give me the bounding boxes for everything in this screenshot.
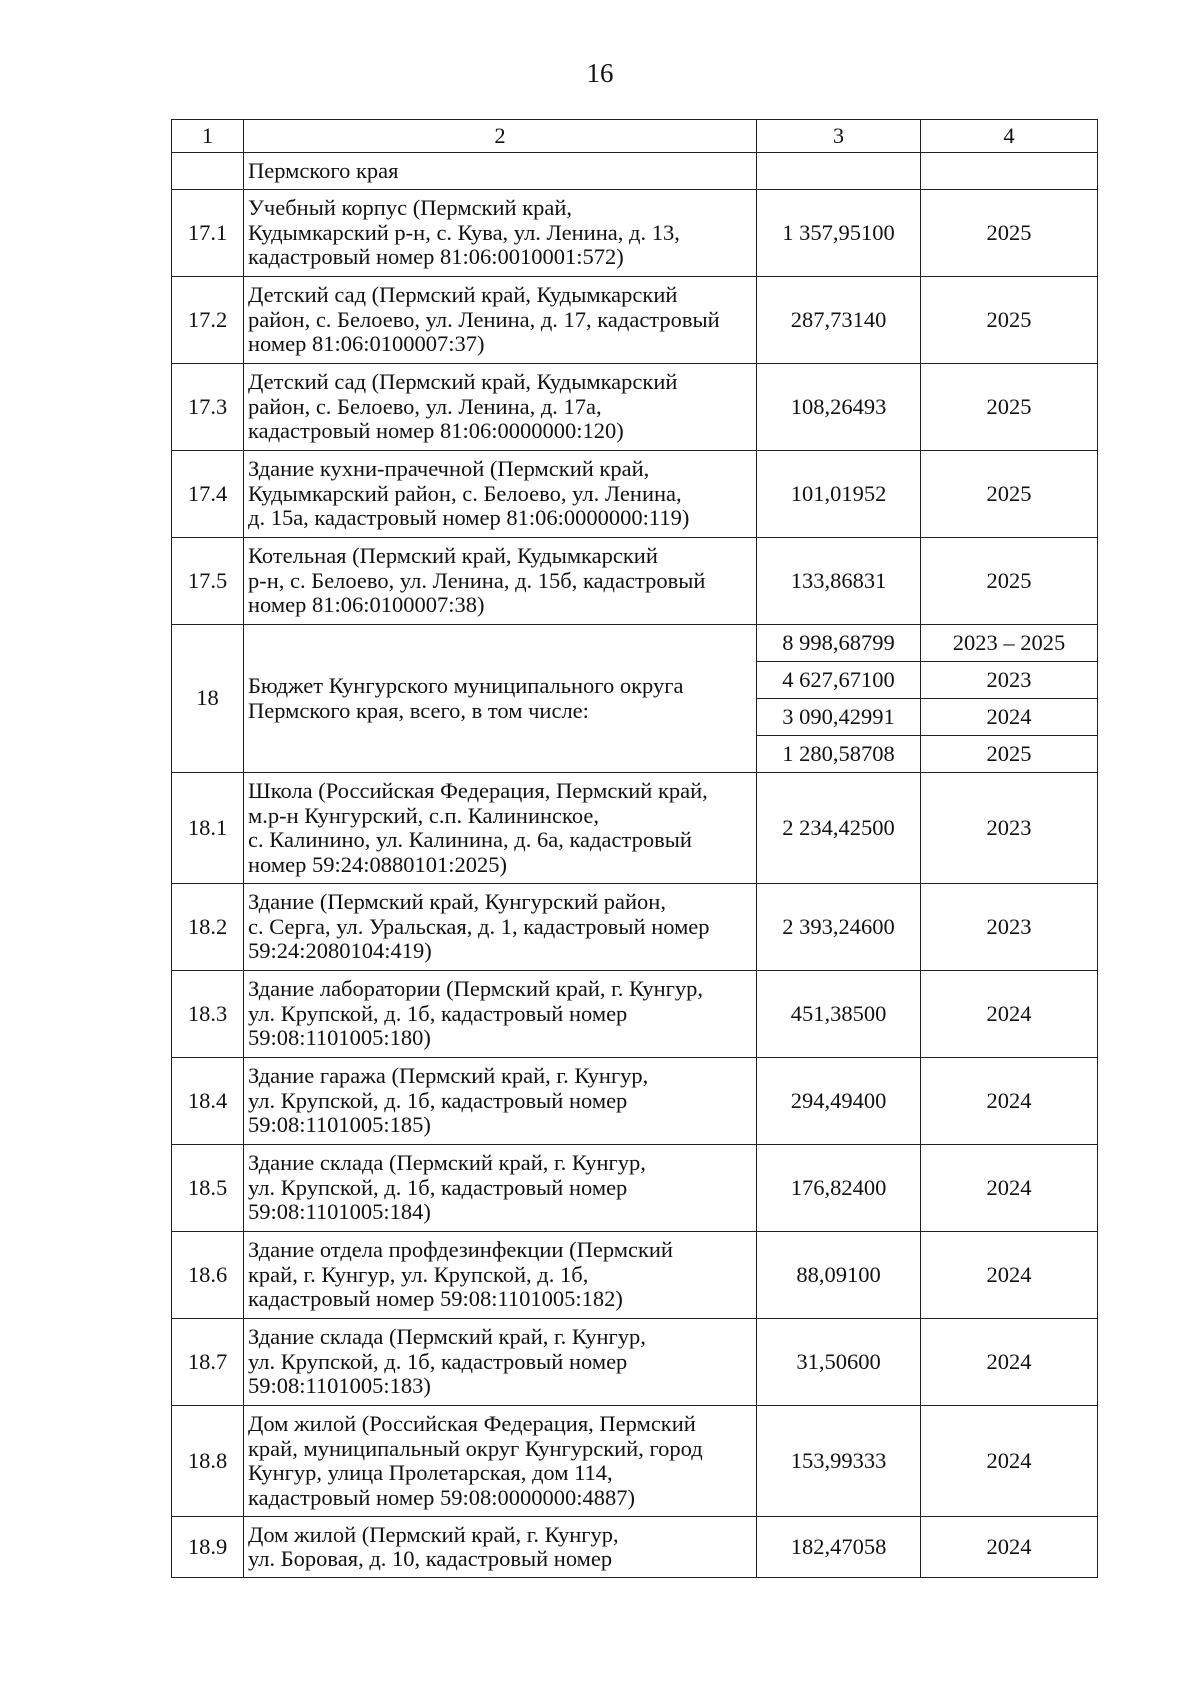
row-amount: 88,09100 — [757, 1232, 921, 1319]
row-year: 2024 — [921, 971, 1098, 1058]
row-year: 2023 — [921, 773, 1098, 884]
description-line: 59:08:1101005:184) — [248, 1199, 431, 1225]
description-line: Школа (Российская Федерация, Пермский край, — [248, 778, 708, 803]
row-number: 17.1 — [172, 190, 244, 277]
description-line: Бюджет Кунгурского муниципального округа — [248, 673, 684, 698]
description-line: район, с. Белоево, ул. Ленина, д. 17а, — [248, 393, 602, 419]
description-line: д. 15а, кадастровый номер 81:06:0000000:119) — [248, 505, 690, 531]
row-description — [244, 1232, 757, 1319]
description-line: Кудымкарский район, с. Белоево, ул. Ленина, — [248, 480, 682, 506]
property-table — [171, 119, 1098, 1578]
row-amount: 176,82400 — [757, 1145, 921, 1232]
description-line: м.р-н Кунгурский, с.п. Калининское, — [248, 802, 599, 828]
row-description — [244, 1145, 757, 1232]
row-description — [244, 971, 757, 1058]
row-number: 18.4 — [172, 1058, 244, 1145]
description-line: р-н, с. Белоево, ул. Ленина, д. 15б, кадастровый — [248, 567, 706, 593]
table-row — [172, 1517, 1098, 1578]
table-row — [172, 1145, 1098, 1232]
row-year: 2025 — [921, 451, 1098, 538]
row-number: 18.8 — [172, 1406, 244, 1517]
row-year: 2023 — [921, 884, 1098, 971]
row-amount: 2 393,24600 — [757, 884, 921, 971]
table-row — [172, 451, 1098, 538]
description-line: Здание склада (Пермский край, г. Кунгур, — [248, 1150, 646, 1176]
row-description: Пермского края — [244, 153, 757, 190]
description-line: кадастровый номер 81:06:0010001:572) — [248, 244, 624, 270]
row-number: 18.9 — [172, 1517, 244, 1578]
description-line: Дом жилой (Российская Федерация, Пермский — [248, 1411, 696, 1436]
table-row — [172, 538, 1098, 625]
description-line: кадастровый номер 59:08:0000000:4887) — [248, 1484, 635, 1510]
column-header: 4 — [921, 120, 1098, 153]
description-line: Пермского края, всего, в том числе: — [248, 697, 589, 723]
description-line: номер 59:24:0880101:2025) — [248, 851, 507, 877]
description-line: Дом жилой (Пермский край, г. Кунгур, — [248, 1521, 619, 1547]
row-amount: 101,01952 — [757, 451, 921, 538]
description-line: Учебный корпус (Пермский край, — [248, 195, 573, 221]
table-row — [172, 1406, 1098, 1517]
row-amount — [757, 153, 921, 190]
table-row — [172, 364, 1098, 451]
row-year: 2024 — [921, 1058, 1098, 1145]
row-amount: 153,99333 — [757, 1406, 921, 1517]
description-line: с. Серга, ул. Уральская, д. 1, кадастровый номер — [248, 913, 710, 939]
row-description — [244, 773, 757, 884]
budget-breakdown-row — [172, 625, 1098, 662]
row-description — [244, 277, 757, 364]
row-description — [244, 1406, 757, 1517]
description-line: Здание лаборатории (Пермский край, г. Кунгур, — [248, 976, 704, 1002]
description-line: Здание склада (Пермский край, г. Кунгур, — [248, 1324, 646, 1350]
table-row — [172, 1058, 1098, 1145]
budget-year: 2023 – 2025 — [921, 625, 1098, 662]
row-description — [244, 190, 757, 277]
budget-amount: 8 998,68799 — [757, 625, 921, 662]
description-line: Детский сад (Пермский край, Кудымкарский — [248, 282, 678, 308]
description-line: Здание кухни-прачечной (Пермский край, — [248, 456, 650, 482]
row-amount: 108,26493 — [757, 364, 921, 451]
row-year: 2025 — [921, 190, 1098, 277]
description-line: ул. Крупской, д. 1б, кадастровый номер — [248, 1348, 628, 1374]
description-line: 59:24:2080104:419) — [248, 938, 432, 964]
description-line: Кудымкарский р-н, с. Кува, ул. Ленина, д. 13, — [248, 219, 680, 245]
description-line: Здание гаража (Пермский край, г. Кунгур, — [248, 1063, 649, 1089]
row-number: 17.4 — [172, 451, 244, 538]
description-line: 59:08:1101005:185) — [248, 1112, 431, 1138]
column-header: 2 — [244, 120, 757, 153]
row-year: 2025 — [921, 277, 1098, 364]
continuation-row — [172, 153, 1098, 190]
description-line: Котельная (Пермский край, Кудымкарский — [248, 543, 658, 569]
row-year: 2024 — [921, 1319, 1098, 1406]
description-line: 59:08:1101005:180) — [248, 1025, 431, 1051]
row-number: 17.3 — [172, 364, 244, 451]
budget-year: 2023 — [921, 662, 1098, 699]
description-line: 59:08:1101005:183) — [248, 1373, 431, 1399]
row-amount: 31,50600 — [757, 1319, 921, 1406]
description-line: Кунгур, улица Пролетарская, дом 114, — [248, 1460, 613, 1485]
page-number: 16 — [586, 58, 614, 88]
row-year — [921, 153, 1098, 190]
row-description — [244, 1517, 757, 1578]
description-line: ул. Боровая, д. 10, кадастровый номер — [248, 1546, 613, 1571]
description-line: ул. Крупской, д. 1б, кадастровый номер — [248, 1174, 628, 1200]
row-description — [244, 538, 757, 625]
row-number — [172, 153, 244, 190]
description-line: ул. Крупской, д. 1б, кадастровый номер — [248, 1000, 628, 1026]
row-amount: 133,86831 — [757, 538, 921, 625]
budget-year: 2025 — [921, 736, 1098, 773]
row-description — [244, 451, 757, 538]
table-row — [172, 884, 1098, 971]
row-number: 18.7 — [172, 1319, 244, 1406]
row-number: 18 — [172, 625, 244, 773]
table-row — [172, 1319, 1098, 1406]
row-amount: 294,49400 — [757, 1058, 921, 1145]
row-amount: 182,47058 — [757, 1517, 921, 1578]
budget-year: 2024 — [921, 699, 1098, 736]
description-line: район, с. Белоево, ул. Ленина, д. 17, кадастровый — [248, 306, 720, 332]
row-description — [244, 1319, 757, 1406]
row-description — [244, 1058, 757, 1145]
row-number: 18.3 — [172, 971, 244, 1058]
row-number: 18.2 — [172, 884, 244, 971]
description-line: с. Калинино, ул. Калинина, д. 6а, кадастровый — [248, 827, 692, 852]
table-row — [172, 773, 1098, 884]
row-year: 2025 — [921, 538, 1098, 625]
description-line: Здание отдела профдезинфекции (Пермский — [248, 1237, 673, 1263]
row-number: 18.6 — [172, 1232, 244, 1319]
budget-amount: 4 627,67100 — [757, 662, 921, 699]
description-line: номер 81:06:0100007:38) — [248, 592, 485, 618]
row-year: 2024 — [921, 1517, 1098, 1578]
table-row — [172, 277, 1098, 364]
budget-amount: 3 090,42991 — [757, 699, 921, 736]
row-amount: 451,38500 — [757, 971, 921, 1058]
row-number: 17.2 — [172, 277, 244, 364]
row-description — [244, 884, 757, 971]
description-line: кадастровый номер 81:06:0000000:120) — [248, 418, 624, 444]
row-year: 2024 — [921, 1145, 1098, 1232]
table-row — [172, 1232, 1098, 1319]
row-amount: 2 234,42500 — [757, 773, 921, 884]
row-year: 2025 — [921, 364, 1098, 451]
description-line: ул. Крупской, д. 1б, кадастровый номер — [248, 1087, 628, 1113]
row-number: 17.5 — [172, 538, 244, 625]
description-line: Детский сад (Пермский край, Кудымкарский — [248, 369, 678, 395]
row-year: 2024 — [921, 1406, 1098, 1517]
row-year: 2024 — [921, 1232, 1098, 1319]
column-header: 1 — [172, 120, 244, 153]
row-number: 18.1 — [172, 773, 244, 884]
table-header-row — [172, 120, 1098, 153]
description-line: номер 81:06:0100007:37) — [248, 331, 485, 357]
table-row — [172, 190, 1098, 277]
description-line: край, г. Кунгур, ул. Крупской, д. 1б, — [248, 1261, 589, 1287]
budget-description — [244, 625, 757, 773]
budget-amount: 1 280,58708 — [757, 736, 921, 773]
table-row — [172, 971, 1098, 1058]
row-description — [244, 364, 757, 451]
description-line: край, муниципальный округ Кунгурский, город — [248, 1435, 703, 1461]
row-amount: 1 357,95100 — [757, 190, 921, 277]
description-line: Здание (Пермский край, Кунгурский район, — [248, 889, 666, 915]
row-number: 18.5 — [172, 1145, 244, 1232]
row-amount: 287,73140 — [757, 277, 921, 364]
description-line: кадастровый номер 59:08:1101005:182) — [248, 1286, 623, 1312]
column-header: 3 — [757, 120, 921, 153]
